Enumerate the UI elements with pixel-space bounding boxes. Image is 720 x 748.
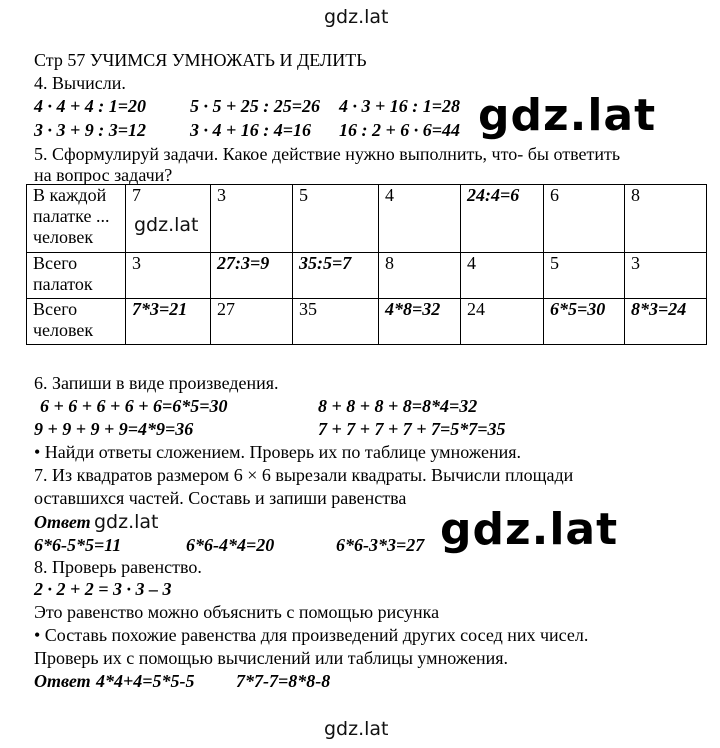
task6-title: 6. Запиши в виде произведения. — [34, 373, 279, 393]
table-cell: 5 — [544, 253, 625, 299]
task4-r2-c3: 16 : 2 + 6 · 6=44 — [339, 120, 461, 140]
task4-r2-c1: 3 · 3 + 9 : 3=12 — [34, 120, 147, 140]
task8-equation: 2 · 2 + 2 = 3 · 3 – 3 — [34, 579, 172, 599]
table-cell: 4 — [461, 253, 544, 299]
task8-line1: Это равенство можно объяснить с помощью рисунка — [34, 602, 440, 622]
row-label-total-people: Всего человек — [27, 299, 126, 345]
table-cell: 35 — [293, 299, 379, 345]
watermark-answer: gdz.lat — [94, 511, 159, 533]
watermark-large-2: gdz.lat — [440, 504, 619, 555]
task8-line3: Проверь их с помощью вычислений или таблицы умножения. — [34, 648, 508, 668]
task4-title: 4. Вычисли. — [34, 73, 126, 93]
task7-answer-label: Ответ — [34, 512, 91, 532]
row-label-total-tents: Всего палаток — [27, 253, 126, 299]
task7-line2: оставшихся частей. Составь и запиши равенства — [34, 488, 407, 508]
task6-r1-c1: 6 + 6 + 6 + 6 + 6=6*5=30 — [40, 396, 228, 416]
table-row — [27, 253, 707, 299]
row-label-per-tent: В каждой палатке ... человек — [27, 185, 126, 253]
watermark-bottom: gdz.lat — [324, 718, 389, 740]
task8-answer-label: Ответ — [34, 671, 91, 691]
table-cell: 27 — [211, 299, 293, 345]
task7-answer-3: 6*6-3*3=27 — [336, 535, 425, 555]
watermark-top: gdz.lat — [324, 6, 389, 28]
task4-r1-c1: 4 · 4 + 4 : 1=20 — [34, 96, 147, 116]
table-cell: 8 — [379, 253, 461, 299]
table-cell: 27:3=9 — [211, 253, 293, 299]
table-row — [27, 185, 707, 253]
table-cell: 3 — [211, 185, 293, 253]
task7-answer-1: 6*6-5*5=11 — [34, 535, 122, 555]
task7-answer-2: 6*6-4*4=20 — [186, 535, 275, 555]
table-cell: 7*3=21 — [126, 299, 211, 345]
table-cell: 7 — [126, 185, 211, 253]
task6-r1-c2: 8 + 8 + 8 + 8=8*4=32 — [318, 396, 478, 416]
table-cell: 8 — [625, 185, 707, 253]
table-cell: 3 — [625, 253, 707, 299]
watermark-large-1: gdz.lat — [478, 90, 657, 141]
page-header: Стр 57 УЧИМСЯ УМНОЖАТЬ И ДЕЛИТЬ — [34, 50, 367, 70]
task8-title: 8. Проверь равенство. — [34, 557, 202, 577]
task5-table — [26, 184, 707, 345]
task4-r1-c3: 4 · 3 + 16 : 1=28 — [339, 96, 461, 116]
task4-r2-c2: 3 · 4 + 16 : 4=16 — [190, 120, 312, 140]
table-cell: 35:5=7 — [293, 253, 379, 299]
task5-title-line2: на вопрос задачи? — [34, 165, 173, 185]
task8-line2: • Составь похожие равенства для произведений других сосед них чисел. — [34, 625, 589, 645]
task6-note: • Найди ответы сложением. Проверь их по таблице умножения. — [34, 442, 521, 462]
table-cell: 3 — [126, 253, 211, 299]
table-cell: 4 — [379, 185, 461, 253]
table-cell: 6*5=30 — [544, 299, 625, 345]
task4-r1-c2: 5 · 5 + 25 : 25=26 — [190, 96, 321, 116]
watermark-table: gdz.lat — [134, 214, 199, 236]
table-cell: 24:4=6 — [461, 185, 544, 253]
task7-line1: 7. Из квадратов размером 6 × 6 вырезали квадраты. Вычисли площади — [34, 465, 574, 485]
table-cell: 6 — [544, 185, 625, 253]
table-cell: 8*3=24 — [625, 299, 707, 345]
task6-r2-c2: 7 + 7 + 7 + 7 + 7=5*7=35 — [318, 419, 506, 439]
table-row — [27, 299, 707, 345]
task8-answer-1: 4*4+4=5*5-5 — [96, 671, 195, 691]
task6-r2-c1: 9 + 9 + 9 + 9=4*9=36 — [34, 419, 194, 439]
task8-answer-2: 7*7-7=8*8-8 — [236, 671, 331, 691]
table-cell: 24 — [461, 299, 544, 345]
table-cell: 4*8=32 — [379, 299, 461, 345]
table-cell: 5 — [293, 185, 379, 253]
task5-title-line1: 5. Сформулируй задачи. Какое действие нужно выполнить, что- бы ответить — [34, 144, 621, 164]
